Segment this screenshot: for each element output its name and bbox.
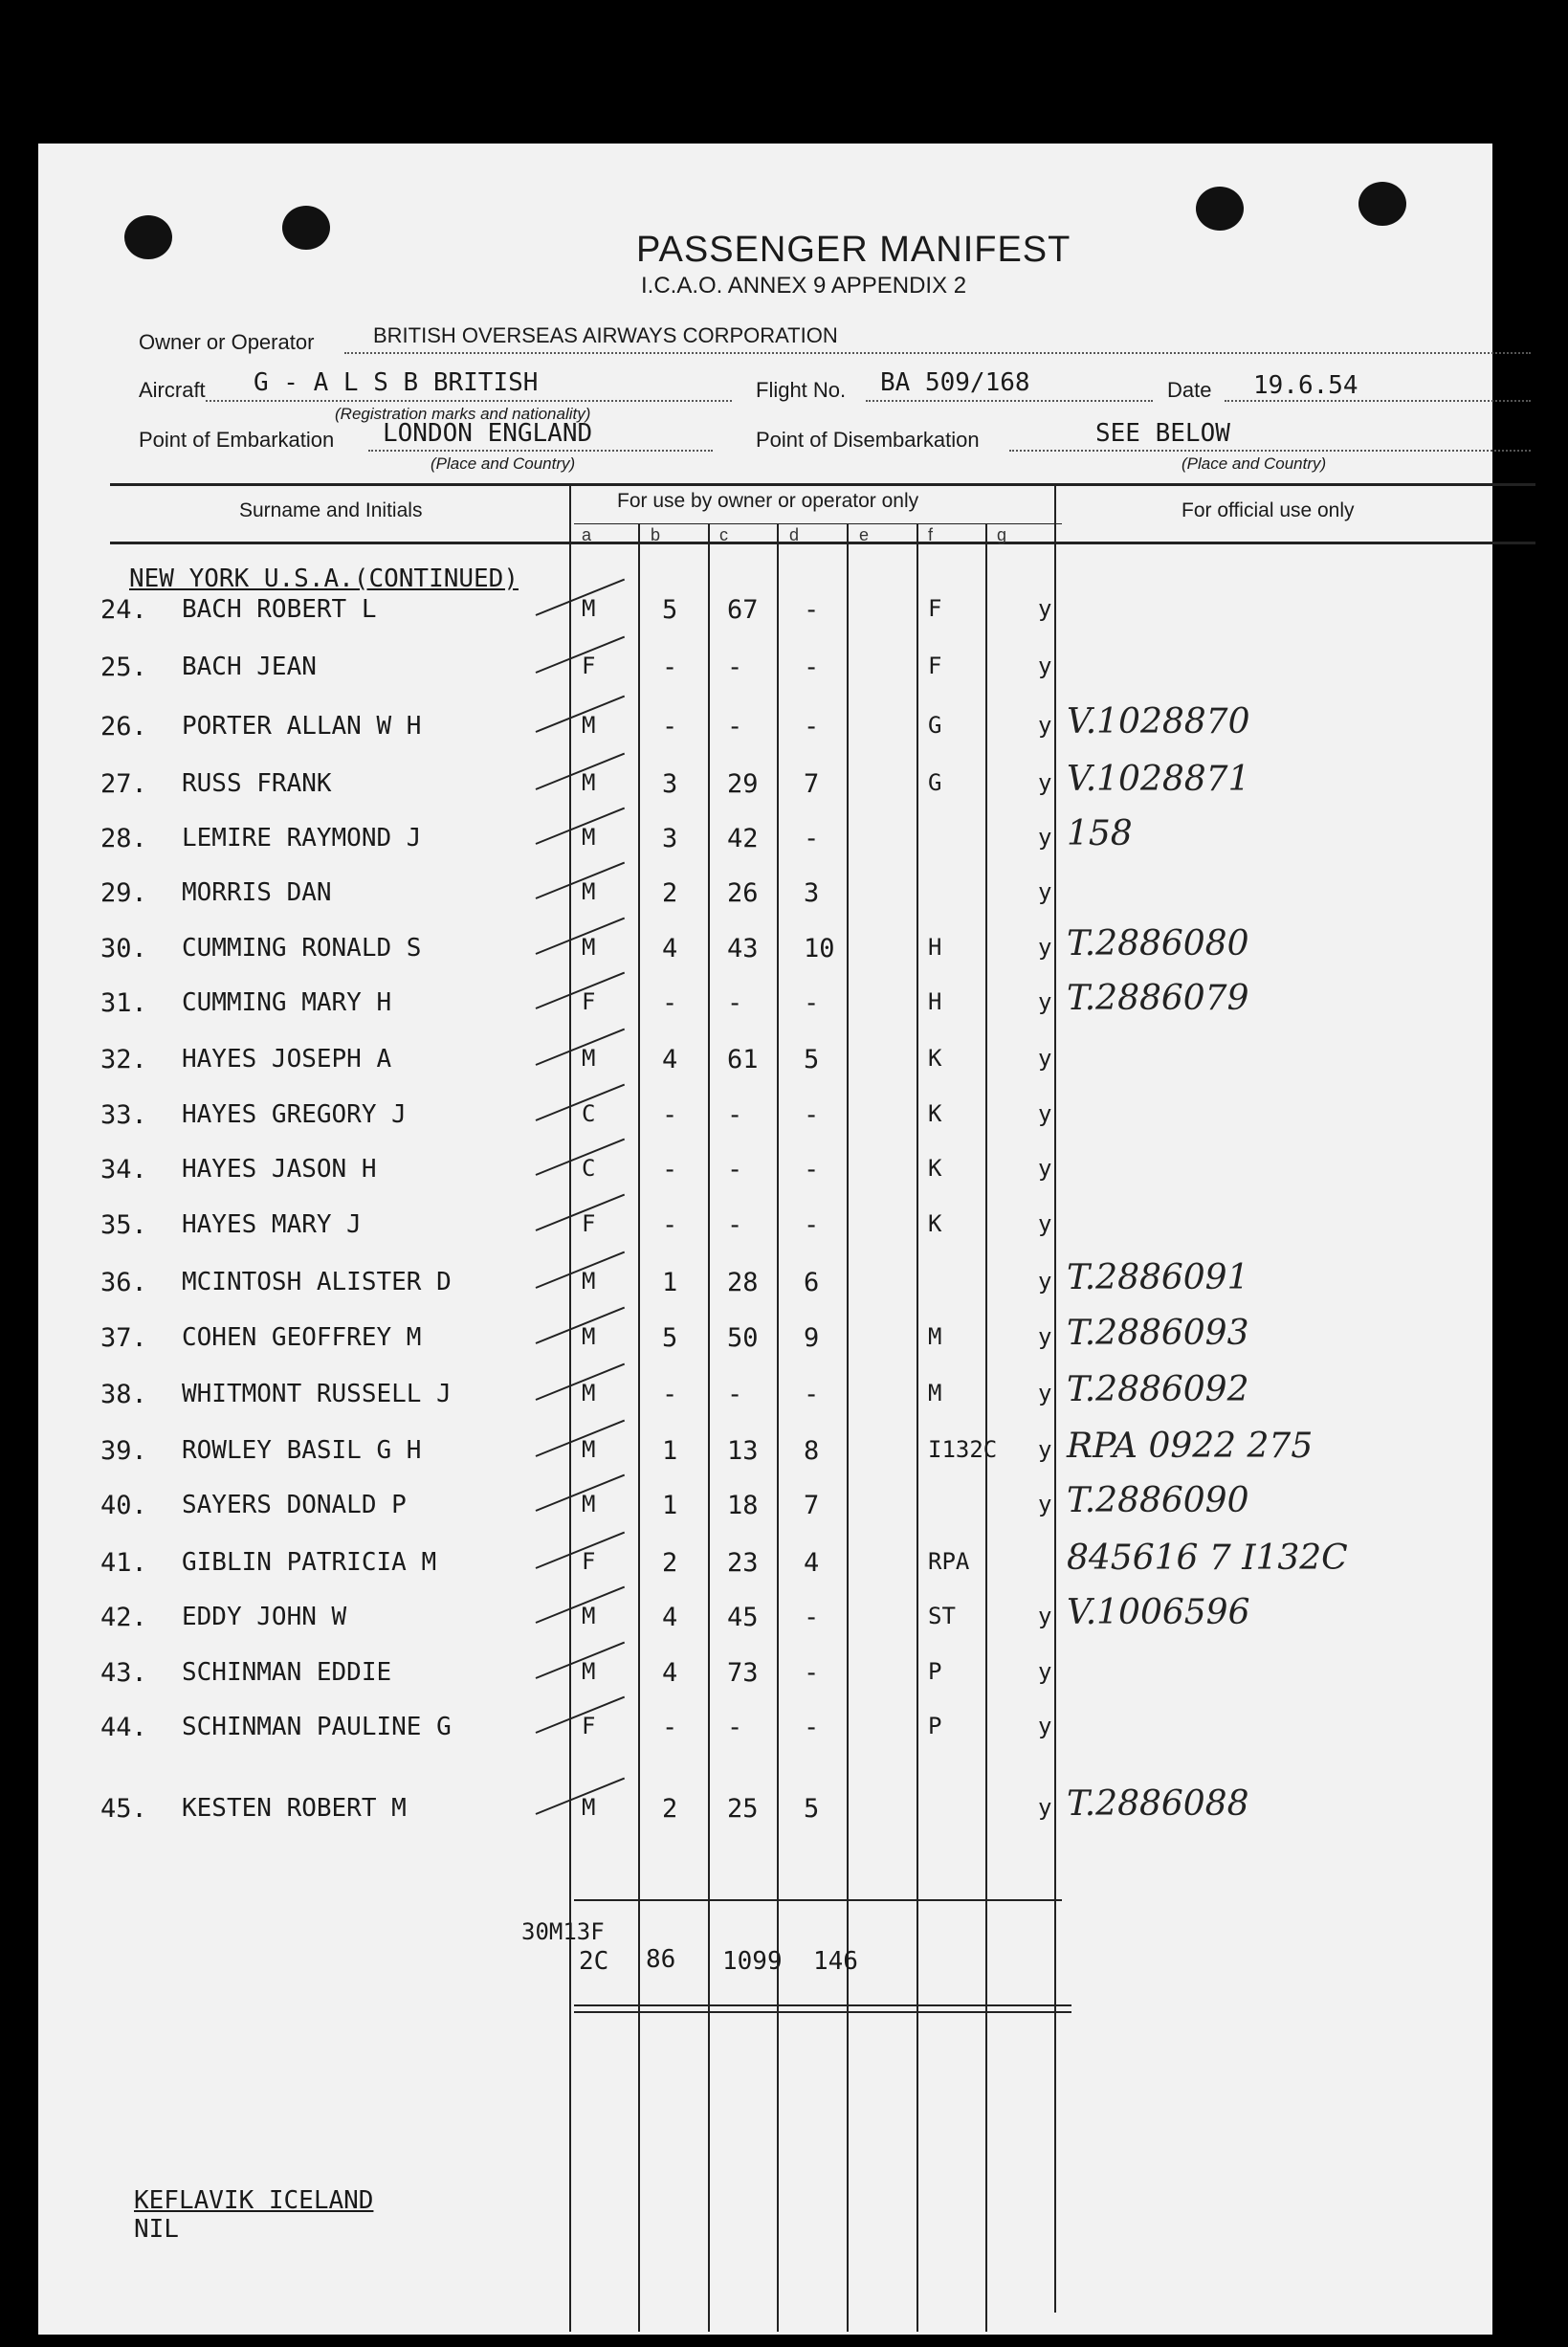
- cell-g: y: [1038, 988, 1052, 1015]
- cell-c: 42: [727, 824, 759, 853]
- totals-b: 86: [646, 1945, 676, 1974]
- row-number: 29.: [100, 878, 147, 908]
- check-mark: [536, 972, 625, 1009]
- cell-d: -: [804, 1210, 820, 1240]
- cell-sex: M: [582, 1323, 596, 1350]
- row-number: 33.: [100, 1100, 147, 1130]
- totals-mf: 30M13F: [521, 1918, 605, 1945]
- passenger-name: HAYES JOSEPH A: [182, 1045, 392, 1074]
- cell-f: K: [928, 1100, 942, 1127]
- row-number: 42.: [100, 1603, 147, 1632]
- cell-f: H: [928, 988, 942, 1015]
- cell-b: 2: [662, 1794, 678, 1824]
- totals-c: 1099: [722, 1947, 783, 1976]
- subcol-f: f: [928, 525, 934, 544]
- cell-c: 50: [727, 1323, 759, 1353]
- cell-b: -: [662, 1155, 678, 1185]
- cell-c: 67: [727, 595, 759, 625]
- aircraft-label: Aircraft: [139, 378, 206, 402]
- cell-b: 1: [662, 1491, 678, 1520]
- official-note: T.2886079: [1067, 979, 1249, 1018]
- cell-g: y: [1038, 1658, 1052, 1685]
- check-mark: [536, 808, 625, 845]
- cell-sex: M: [582, 595, 596, 622]
- cell-sex: M: [582, 1268, 596, 1295]
- cell-f: K: [928, 1155, 942, 1182]
- cell-g: y: [1038, 595, 1052, 622]
- cell-g: y: [1038, 653, 1052, 679]
- cell-d: -: [804, 1155, 820, 1185]
- punch-hole: [1196, 187, 1244, 231]
- official-note: T.2886092: [1067, 1370, 1249, 1409]
- cell-g: y: [1038, 934, 1052, 961]
- passenger-name: SCHINMAN PAULINE G: [182, 1713, 452, 1741]
- punch-hole: [1358, 182, 1406, 226]
- row-number: 41.: [100, 1548, 147, 1578]
- cell-c: 26: [727, 878, 759, 908]
- cell-g: y: [1038, 1436, 1052, 1463]
- passenger-name: COHEN GEOFFREY M: [182, 1323, 422, 1352]
- row-number: 30.: [100, 934, 147, 963]
- check-mark: [536, 1474, 625, 1512]
- cell-d: -: [804, 712, 820, 742]
- registration-note: (Registration marks and nationality): [335, 405, 591, 423]
- official-note: V.1006596: [1067, 1593, 1250, 1632]
- subcol-e: e: [859, 525, 870, 544]
- cell-c: 18: [727, 1491, 759, 1520]
- check-mark: [536, 1586, 625, 1624]
- operator-column-header: For use by owner or operator only: [617, 490, 919, 512]
- surname-column-header: Surname and Initials: [239, 499, 423, 521]
- subcol-a: a: [582, 525, 592, 544]
- cell-b: 4: [662, 934, 678, 963]
- check-mark: [536, 1084, 625, 1121]
- cell-sex: M: [582, 1436, 596, 1463]
- owner-label: Owner or Operator: [139, 330, 315, 354]
- cell-c: -: [727, 712, 743, 742]
- check-mark: [536, 753, 625, 790]
- passenger-name: BACH ROBERT L: [182, 595, 377, 624]
- cell-g: y: [1038, 1794, 1052, 1821]
- cell-d: 9: [804, 1323, 820, 1353]
- cell-d: -: [804, 824, 820, 853]
- row-number: 25.: [100, 653, 147, 682]
- cell-f: H: [928, 934, 942, 961]
- cell-b: 2: [662, 1548, 678, 1578]
- row-number: 37.: [100, 1323, 147, 1353]
- official-note: T.2886080: [1067, 924, 1249, 963]
- passenger-name: WHITMONT RUSSELL J: [182, 1380, 452, 1408]
- row-number: 26.: [100, 712, 147, 742]
- row-number: 43.: [100, 1658, 147, 1688]
- cell-g: y: [1038, 1603, 1052, 1629]
- cell-c: 23: [727, 1548, 759, 1578]
- cell-d: 7: [804, 769, 820, 799]
- totals-a: 2C: [579, 1947, 609, 1976]
- cell-g: y: [1038, 1155, 1052, 1182]
- cell-d: 5: [804, 1794, 820, 1824]
- flight-label: Flight No.: [756, 378, 847, 402]
- cell-f: F: [928, 595, 942, 622]
- cell-sex: F: [582, 1548, 596, 1575]
- cell-d: -: [804, 1603, 820, 1632]
- official-note: T.2886093: [1067, 1314, 1249, 1353]
- check-mark: [536, 1251, 625, 1289]
- passenger-name: HAYES MARY J: [182, 1210, 362, 1239]
- passenger-name: RUSS FRANK: [182, 769, 332, 798]
- cell-f: P: [928, 1713, 942, 1739]
- cell-d: -: [804, 1713, 820, 1742]
- row-number: 27.: [100, 769, 147, 799]
- section-heading: NEW YORK U.S.A.(CONTINUED): [129, 565, 519, 593]
- page-title: PASSENGER MANIFEST: [636, 230, 1071, 270]
- official-note: 158: [1067, 814, 1133, 853]
- row-number: 45.: [100, 1794, 147, 1824]
- row-number: 35.: [100, 1210, 147, 1240]
- totals-d: 146: [813, 1947, 858, 1976]
- cell-c: -: [727, 988, 743, 1018]
- passenger-name: ROWLEY BASIL G H: [182, 1436, 422, 1465]
- passenger-name: CUMMING MARY H: [182, 988, 392, 1017]
- cell-c: 13: [727, 1436, 759, 1466]
- passenger-name: GIBLIN PATRICIA M: [182, 1548, 437, 1577]
- row-number: 38.: [100, 1380, 147, 1409]
- cell-b: -: [662, 1380, 678, 1409]
- cell-c: -: [727, 1713, 743, 1742]
- cell-c: 45: [727, 1603, 759, 1632]
- cell-c: 73: [727, 1658, 759, 1688]
- cell-sex: C: [582, 1155, 596, 1182]
- official-note: 845616 7 I132C: [1067, 1539, 1348, 1578]
- embarkation-value: LONDON ENGLAND: [383, 419, 593, 448]
- cell-c: -: [727, 1155, 743, 1185]
- disembarkation-value: SEE BELOW: [1095, 419, 1230, 448]
- cell-c: -: [727, 1210, 743, 1240]
- cell-g: y: [1038, 1210, 1052, 1237]
- cell-f: F: [928, 653, 942, 679]
- cell-b: 3: [662, 824, 678, 853]
- cell-sex: M: [582, 878, 596, 905]
- official-column-header: For official use only: [1182, 499, 1355, 521]
- passenger-name: EDDY JOHN W: [182, 1603, 347, 1631]
- cell-c: 61: [727, 1045, 759, 1074]
- cell-g: y: [1038, 878, 1052, 905]
- check-mark: [536, 636, 625, 674]
- cell-g: y: [1038, 1268, 1052, 1295]
- check-mark: [536, 1194, 625, 1231]
- cell-d: 7: [804, 1491, 820, 1520]
- check-mark: [536, 1029, 625, 1066]
- cell-d: -: [804, 1380, 820, 1409]
- passenger-name: KESTEN ROBERT M: [182, 1794, 407, 1823]
- row-number: 39.: [100, 1436, 147, 1466]
- check-mark: [536, 1778, 625, 1815]
- check-mark: [536, 1307, 625, 1344]
- destination-value: NIL: [134, 2215, 179, 2244]
- cell-c: 43: [727, 934, 759, 963]
- check-mark: [536, 1532, 625, 1569]
- manifest-sheet: [38, 144, 1492, 2335]
- subcol-c: c: [719, 525, 728, 544]
- cell-b: 1: [662, 1436, 678, 1466]
- cell-sex: M: [582, 1491, 596, 1517]
- cell-d: 3: [804, 878, 820, 908]
- disembarkation-label: Point of Disembarkation: [756, 428, 980, 452]
- flight-value: BA 509/168: [880, 368, 1030, 397]
- official-note: RPA 0922 275: [1067, 1427, 1314, 1466]
- row-number: 34.: [100, 1155, 147, 1185]
- cell-sex: F: [582, 988, 596, 1015]
- passenger-name: MCINTOSH ALISTER D: [182, 1268, 452, 1296]
- cell-sex: M: [582, 1603, 596, 1629]
- cell-sex: F: [582, 1713, 596, 1739]
- official-note: V.1028870: [1067, 702, 1250, 742]
- cell-g: y: [1038, 1491, 1052, 1517]
- cell-sex: F: [582, 1210, 596, 1237]
- official-note: T.2886090: [1067, 1481, 1249, 1520]
- cell-sex: M: [582, 1380, 596, 1406]
- check-mark: [536, 696, 625, 733]
- punch-hole: [282, 206, 330, 250]
- cell-d: 10: [804, 934, 835, 963]
- check-mark: [536, 579, 625, 616]
- check-mark: [536, 918, 625, 955]
- cell-sex: M: [582, 712, 596, 739]
- subcol-g: g: [997, 525, 1007, 544]
- passenger-name: CUMMING RONALD S: [182, 934, 422, 963]
- owner-value: BRITISH OVERSEAS AIRWAYS CORPORATION: [373, 323, 838, 347]
- subcol-b: b: [651, 525, 661, 544]
- aircraft-value: G - A L S B BRITISH: [254, 368, 539, 397]
- cell-c: 29: [727, 769, 759, 799]
- cell-c: 28: [727, 1268, 759, 1297]
- cell-c: -: [727, 1380, 743, 1409]
- cell-sex: C: [582, 1100, 596, 1127]
- cell-f: G: [928, 712, 942, 739]
- cell-d: -: [804, 1100, 820, 1130]
- passenger-name: HAYES JASON H: [182, 1155, 377, 1184]
- cell-sex: M: [582, 934, 596, 961]
- cell-b: 4: [662, 1603, 678, 1632]
- cell-d: -: [804, 653, 820, 682]
- cell-sex: M: [582, 1794, 596, 1821]
- cell-c: -: [727, 1100, 743, 1130]
- passenger-name: SCHINMAN EDDIE: [182, 1658, 392, 1687]
- cell-d: 8: [804, 1436, 820, 1466]
- cell-c: -: [727, 653, 743, 682]
- row-number: 32.: [100, 1045, 147, 1074]
- passenger-name: SAYERS DONALD P: [182, 1491, 407, 1519]
- cell-b: 2: [662, 878, 678, 908]
- cell-b: -: [662, 1100, 678, 1130]
- check-mark: [536, 1363, 625, 1401]
- cell-f: ST: [928, 1603, 956, 1629]
- cell-g: y: [1038, 1323, 1052, 1350]
- row-number: 44.: [100, 1713, 147, 1742]
- place-note-embark: (Place and Country): [431, 454, 576, 473]
- page-subtitle: I.C.A.O. ANNEX 9 APPENDIX 2: [641, 273, 967, 299]
- row-number: 36.: [100, 1268, 147, 1297]
- cell-b: 5: [662, 1323, 678, 1353]
- cell-b: -: [662, 1210, 678, 1240]
- cell-f: K: [928, 1210, 942, 1237]
- check-mark: [536, 1696, 625, 1734]
- official-note: V.1028871: [1067, 760, 1250, 799]
- cell-b: 4: [662, 1658, 678, 1688]
- cell-d: -: [804, 988, 820, 1018]
- date-value: 19.6.54: [1253, 371, 1358, 400]
- cell-g: y: [1038, 824, 1052, 851]
- passenger-name: PORTER ALLAN W H: [182, 712, 422, 741]
- cell-b: -: [662, 1713, 678, 1742]
- cell-b: -: [662, 653, 678, 682]
- cell-b: -: [662, 712, 678, 742]
- cell-c: 25: [727, 1794, 759, 1824]
- passenger-name: HAYES GREGORY J: [182, 1100, 407, 1129]
- cell-g: y: [1038, 769, 1052, 796]
- cell-f: P: [928, 1658, 942, 1685]
- cell-d: -: [804, 595, 820, 625]
- cell-d: -: [804, 1658, 820, 1688]
- cell-g: y: [1038, 1100, 1052, 1127]
- cell-d: 5: [804, 1045, 820, 1074]
- cell-d: 4: [804, 1548, 820, 1578]
- embarkation-label: Point of Embarkation: [139, 428, 335, 452]
- cell-sex: M: [582, 824, 596, 851]
- cell-g: y: [1038, 1713, 1052, 1739]
- check-mark: [536, 1642, 625, 1679]
- destination-heading: KEFLAVIK ICELAND: [134, 2186, 374, 2215]
- cell-f: M: [928, 1323, 942, 1350]
- cell-b: 3: [662, 769, 678, 799]
- cell-f: G: [928, 769, 942, 796]
- cell-sex: F: [582, 653, 596, 679]
- cell-f: M: [928, 1380, 942, 1406]
- cell-f: RPA: [928, 1548, 970, 1575]
- official-note: T.2886088: [1067, 1784, 1249, 1824]
- row-number: 28.: [100, 824, 147, 853]
- cell-f: I132C: [928, 1436, 998, 1463]
- check-mark: [536, 1139, 625, 1176]
- cell-g: y: [1038, 712, 1052, 739]
- row-number: 31.: [100, 988, 147, 1018]
- cell-sex: M: [582, 769, 596, 796]
- cell-sex: M: [582, 1658, 596, 1685]
- subcol-d: d: [789, 525, 800, 544]
- cell-b: 4: [662, 1045, 678, 1074]
- row-number: 24.: [100, 595, 147, 625]
- row-number: 40.: [100, 1491, 147, 1520]
- cell-b: -: [662, 988, 678, 1018]
- cell-d: 6: [804, 1268, 820, 1297]
- cell-g: y: [1038, 1380, 1052, 1406]
- passenger-name: MORRIS DAN: [182, 878, 332, 907]
- check-mark: [536, 862, 625, 899]
- date-label: Date: [1167, 378, 1212, 402]
- cell-g: y: [1038, 1045, 1052, 1072]
- passenger-name: BACH JEAN: [182, 653, 317, 681]
- punch-hole: [124, 215, 172, 259]
- place-note-disembark: (Place and Country): [1182, 454, 1327, 473]
- check-mark: [536, 1420, 625, 1457]
- cell-sex: M: [582, 1045, 596, 1072]
- passenger-name: LEMIRE RAYMOND J: [182, 824, 422, 852]
- cell-f: K: [928, 1045, 942, 1072]
- cell-b: 5: [662, 595, 678, 625]
- official-note: T.2886091: [1067, 1258, 1249, 1297]
- cell-b: 1: [662, 1268, 678, 1297]
